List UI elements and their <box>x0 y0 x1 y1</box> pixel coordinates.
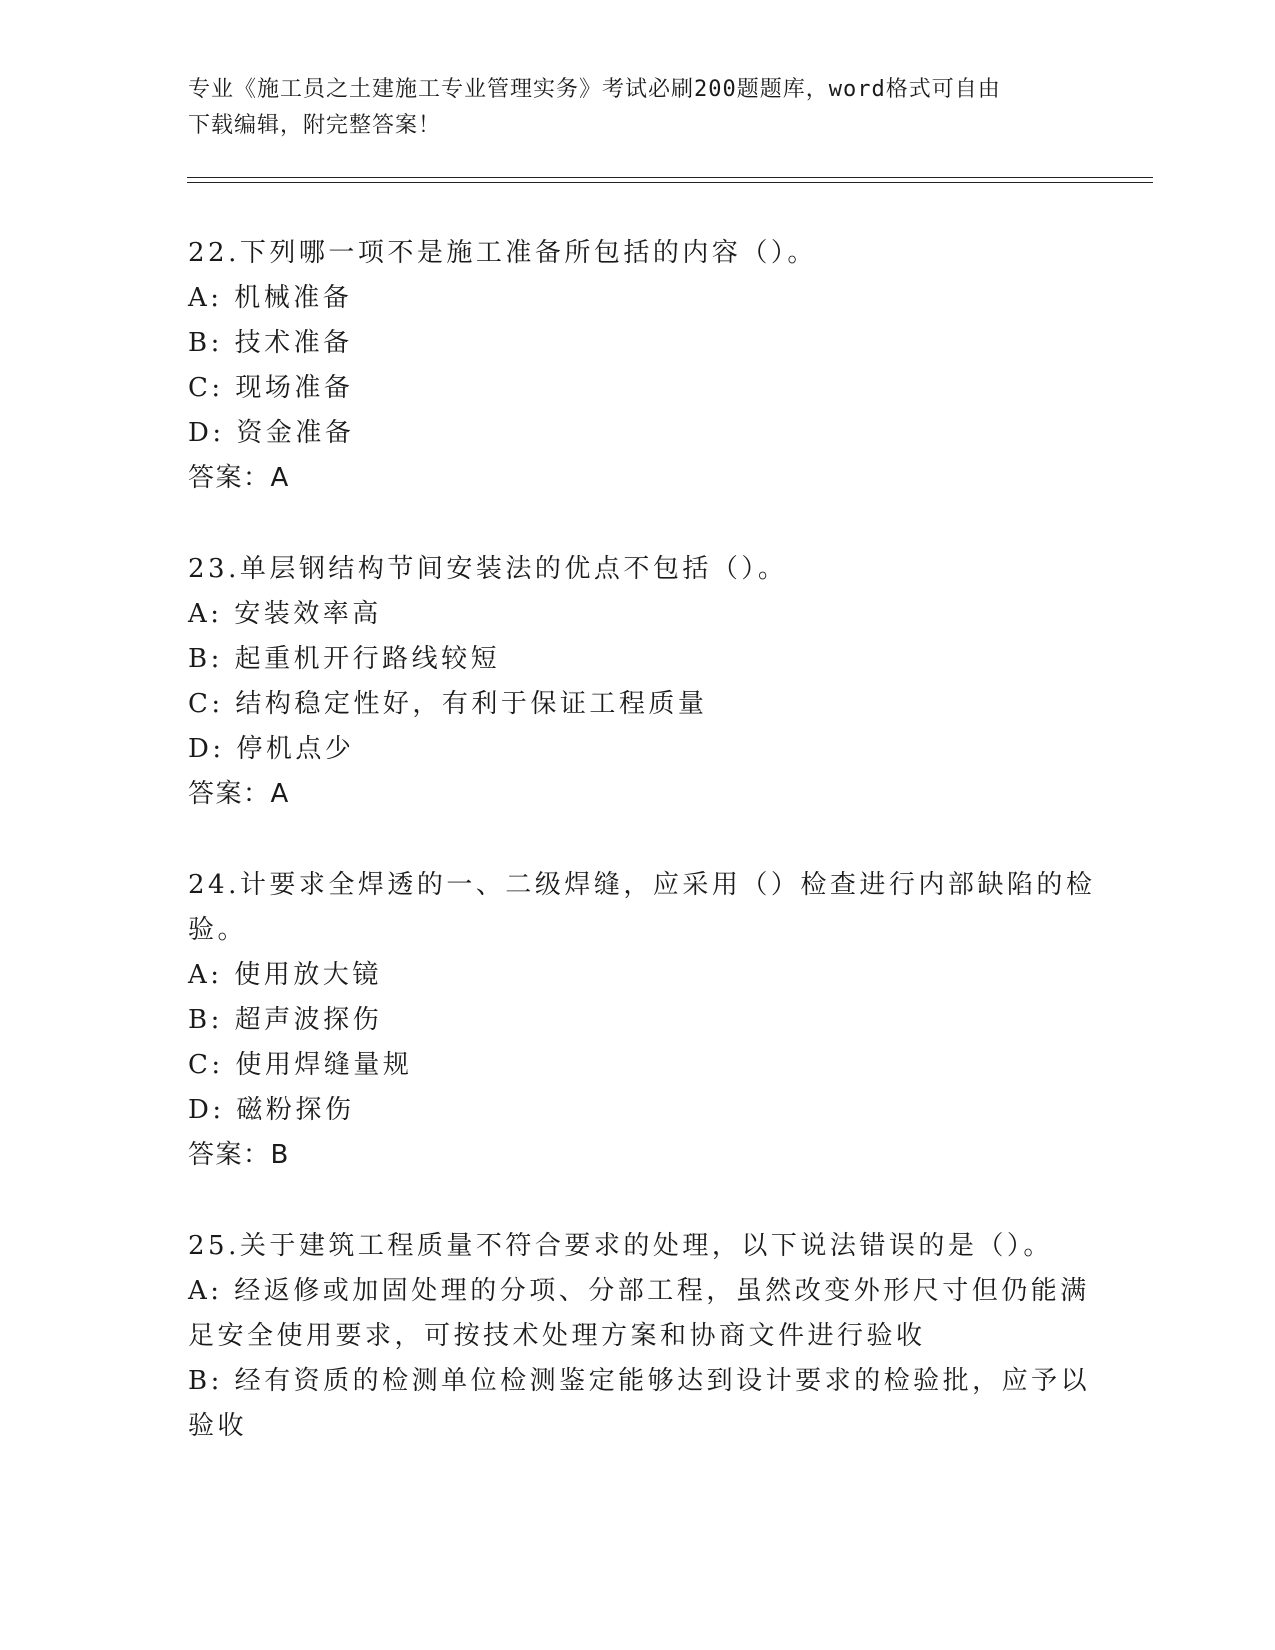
question-23-option-b: B: 起重机开行路线较短 <box>188 644 501 674</box>
question-22-option-a: A: 机械准备 <box>188 283 353 313</box>
question-24-stem-continued: 验。 <box>188 915 248 945</box>
question-25-option-b: B: 经有资质的检测单位检测鉴定能够达到设计要求的检验批，应予以 <box>188 1366 1091 1396</box>
question-24-option-b: B: 超声波探伤 <box>188 1005 383 1035</box>
header-divider-bottom <box>187 182 1153 183</box>
question-24-answer: 答案：B <box>188 1140 290 1170</box>
question-24-option-a: A: 使用放大镜 <box>188 960 382 990</box>
header-line-1: 专业《施工员之土建施工专业管理实务》考试必刷200题题库，word格式可自由 <box>188 77 1001 102</box>
question-22-answer: 答案：A <box>188 463 290 493</box>
question-25-stem: 25.关于建筑工程质量不符合要求的处理，以下说法错误的是（）。 <box>188 1231 1053 1261</box>
question-22-option-d: D: 资金准备 <box>188 418 355 448</box>
header-divider-top <box>187 177 1153 178</box>
question-24-option-d: D: 磁粉探伤 <box>188 1095 355 1125</box>
question-25-option-a: A: 经返修或加固处理的分项、分部工程，虽然改变外形尺寸但仍能满 <box>188 1276 1090 1306</box>
question-24-stem: 24.计要求全焊透的一、二级焊缝，应采用（）检查进行内部缺陷的检 <box>188 870 1096 900</box>
question-25-option-a-continued: 足安全使用要求，可按技术处理方案和协商文件进行验收 <box>188 1321 926 1351</box>
question-23-answer: 答案：A <box>188 779 290 809</box>
question-22-option-b: B: 技术准备 <box>188 328 353 358</box>
question-23-option-a: A: 安装效率高 <box>188 599 382 629</box>
question-24-option-c: C: 使用焊缝量规 <box>188 1050 413 1080</box>
question-23-stem: 23.单层钢结构节间安装法的优点不包括（）。 <box>188 554 788 584</box>
question-22-stem: 22.下列哪一项不是施工准备所包括的内容（）。 <box>188 238 817 268</box>
question-22-option-c: C: 现场准备 <box>188 373 354 403</box>
question-23-option-d: D: 停机点少 <box>188 734 355 764</box>
question-23-option-c: C: 结构稳定性好，有利于保证工程质量 <box>188 689 708 719</box>
header-line-2: 下载编辑，附完整答案！ <box>188 113 442 138</box>
question-25-option-b-continued: 验收 <box>188 1411 248 1441</box>
document-header <box>188 72 1068 144</box>
